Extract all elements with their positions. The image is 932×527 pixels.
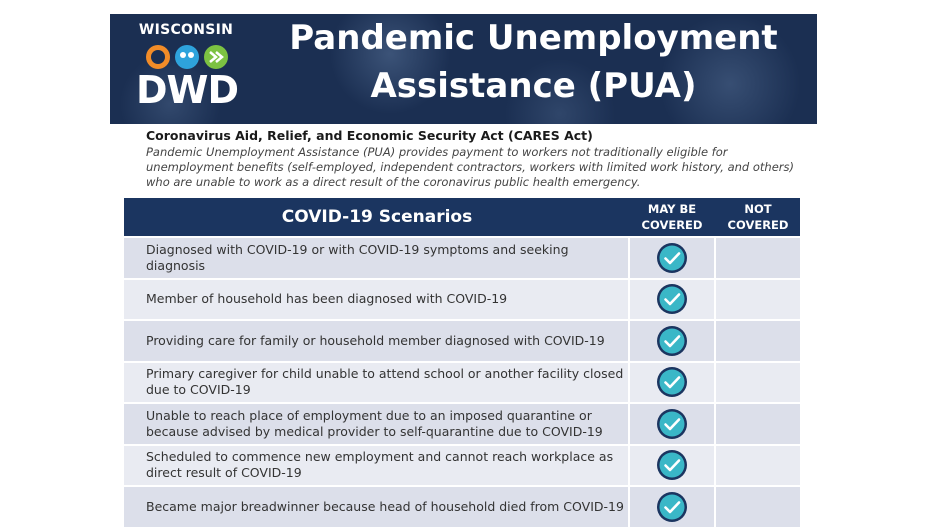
table-header (124, 198, 800, 236)
scenarios-table (124, 198, 800, 527)
may-be-covered-cell (630, 280, 714, 320)
table-row (124, 319, 800, 361)
checkmark-icon (656, 283, 688, 315)
checkmark-icon (656, 242, 688, 274)
logo-dwd-text: DWD (136, 68, 239, 112)
not-covered-cell (716, 321, 800, 361)
may-be-covered-cell (630, 487, 714, 527)
header-not-line-2: COVERED (727, 218, 789, 232)
may-be-covered-cell (630, 446, 714, 486)
checkmark-icon (656, 491, 688, 523)
header-banner (110, 14, 817, 124)
header-may-line-1: MAY BE (647, 202, 697, 216)
not-covered-cell (716, 280, 800, 320)
scenario-text: Primary caregiver for child unable to attend school or another facility closed due to COVID-19 (124, 363, 628, 403)
scenario-text: Scheduled to commence new employment and cannot reach workplace as direct result of COVID-19 (124, 446, 628, 486)
logo-state-text: WISCONSIN (138, 22, 234, 38)
table-row (124, 444, 800, 486)
table-row (124, 485, 800, 527)
scenario-text: Providing care for family or household member diagnosed with COVID-19 (124, 321, 628, 361)
may-be-covered-cell (630, 404, 714, 444)
table-row (124, 278, 800, 320)
not-covered-cell (716, 404, 800, 444)
header-scenarios: COVID-19 Scenarios (281, 207, 473, 227)
scenario-text: Diagnosed with COVID-19 or with COVID-19 symptoms and seeking diagnosis (124, 238, 628, 278)
may-be-covered-cell (630, 238, 714, 278)
may-be-covered-cell (630, 321, 714, 361)
checkmark-icon (656, 325, 688, 357)
scenario-text: Member of household has been diagnosed with COVID-19 (124, 280, 628, 320)
table-body (124, 236, 800, 527)
checkmark-icon (656, 408, 688, 440)
act-description: Pandemic Unemployment Assistance (PUA) provides payment to workers not traditionally eligible for unemployment benefits (self-employed, independent contractors, workers with limited work history, and others) who are unable to work as a direct result of the coronavirus public health emergency. (146, 145, 794, 189)
wisconsin-dwd-logo (134, 20, 238, 116)
header-may-line-2: COVERED (641, 218, 703, 232)
scenario-text: Unable to reach place of employment due to an imposed quarantine or because advised by medical provider to self-quarantine due to COVID-19 (124, 404, 628, 444)
page-title-line-2: Assistance (PUA) (370, 66, 697, 106)
not-covered-cell (716, 363, 800, 403)
not-covered-cell (716, 238, 800, 278)
header-not-line-1: NOT (744, 202, 772, 216)
may-be-covered-cell (630, 363, 714, 403)
table-row (124, 236, 800, 278)
header-may-be-covered (630, 201, 714, 233)
checkmark-icon (656, 366, 688, 398)
not-covered-cell (716, 446, 800, 486)
table-row (124, 361, 800, 403)
table-row (124, 402, 800, 444)
scenario-text: Became major breadwinner because head of household died from COVID-19 (124, 487, 628, 527)
header-not-covered (716, 201, 800, 233)
page-title-line-1: Pandemic Unemployment (289, 18, 778, 58)
act-title: Coronavirus Aid, Relief, and Economic Security Act (CARES Act) (146, 128, 593, 143)
not-covered-cell (716, 487, 800, 527)
intro-section (146, 128, 796, 190)
checkmark-icon (656, 449, 688, 481)
